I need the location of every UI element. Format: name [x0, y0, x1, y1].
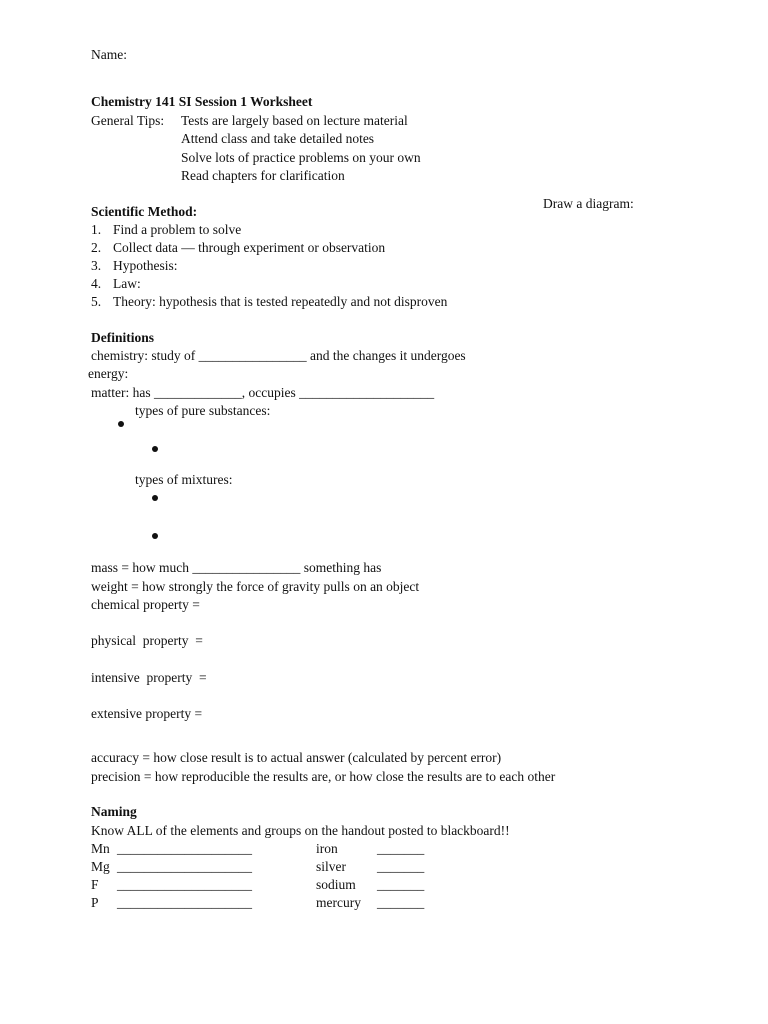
- method-step: [91, 257, 178, 275]
- element-name: iron: [316, 841, 338, 856]
- pure-substances-label: types of pure substances:: [135, 403, 271, 418]
- physical-property-definition: physical property =: [91, 633, 203, 648]
- general-tips-label: General Tips:: [91, 113, 165, 128]
- method-step: [91, 239, 385, 257]
- intensive-property-definition: intensive property =: [91, 670, 207, 685]
- extensive-property-definition: extensive property =: [91, 706, 203, 721]
- name-label: Name:: [91, 47, 127, 62]
- bullet-point: [152, 446, 158, 452]
- chemical-property-definition: chemical property =: [91, 597, 200, 612]
- step-number: 2.: [91, 240, 102, 255]
- naming-heading: Naming: [91, 804, 137, 819]
- symbol-blank: ____________________: [117, 895, 252, 910]
- tip-item: Tests are largely based on lecture material: [181, 113, 408, 128]
- matter-definition: matter: has _____________, occupies ____________________: [91, 385, 435, 400]
- energy-definition: energy:: [88, 366, 129, 381]
- element-symbol: Mg: [91, 859, 110, 874]
- method-step: [91, 275, 141, 293]
- step-number: 5.: [91, 294, 102, 309]
- element-blank: _______: [377, 841, 425, 856]
- tip-item: Attend class and take detailed notes: [181, 131, 375, 146]
- step-number: 3.: [91, 258, 102, 273]
- step-text: Hypothesis:: [113, 258, 178, 273]
- scientific-method-heading: Scientific Method:: [91, 204, 198, 219]
- symbol-blank: ____________________: [117, 859, 252, 874]
- bullet-point: [152, 533, 158, 539]
- step-number: 1.: [91, 222, 102, 237]
- chemistry-definition: chemistry: study of ________________ and the changes it undergoes: [91, 348, 466, 363]
- step-text: Find a problem to solve: [113, 222, 242, 237]
- weight-definition: weight = how strongly the force of gravity pulls on an object: [91, 579, 420, 594]
- element-blank: _______: [377, 859, 425, 874]
- element-symbol: P: [91, 895, 99, 910]
- definitions-heading: Definitions: [91, 330, 155, 345]
- element-name: mercury: [316, 895, 361, 910]
- bullet-point: [118, 421, 124, 427]
- worksheet-title: Chemistry 141 SI Session 1 Worksheet: [91, 94, 313, 109]
- element-blank: _______: [377, 877, 425, 892]
- naming-note: Know ALL of the elements and groups on the handout posted to blackboard!!: [91, 823, 510, 838]
- step-text: Theory: hypothesis that is tested repeatedly and not disproven: [113, 294, 448, 309]
- mass-definition: mass = how much ________________ something has: [91, 560, 382, 575]
- accuracy-definition: accuracy = how close result is to actual answer (calculated by percent error): [91, 750, 502, 765]
- bullet-point: [152, 495, 158, 501]
- element-blank: _______: [377, 895, 425, 910]
- step-text: Law:: [113, 276, 141, 291]
- step-text: Collect data — through experiment or observation: [113, 240, 386, 255]
- tip-item: Read chapters for clarification: [181, 168, 345, 183]
- element-symbol: Mn: [91, 841, 110, 856]
- method-step: [91, 221, 241, 239]
- step-number: 4.: [91, 276, 102, 291]
- precision-definition: precision = how reproducible the results are, or how close the results are to each other: [91, 769, 556, 784]
- element-symbol: F: [91, 877, 99, 892]
- tip-item: Solve lots of practice problems on your own: [181, 150, 421, 165]
- mixtures-label: types of mixtures:: [135, 472, 233, 487]
- element-name: silver: [316, 859, 346, 874]
- symbol-blank: ____________________: [117, 877, 252, 892]
- element-name: sodium: [316, 877, 356, 892]
- method-step: [91, 293, 447, 311]
- diagram-label: Draw a diagram:: [543, 196, 634, 211]
- symbol-blank: ____________________: [117, 841, 252, 856]
